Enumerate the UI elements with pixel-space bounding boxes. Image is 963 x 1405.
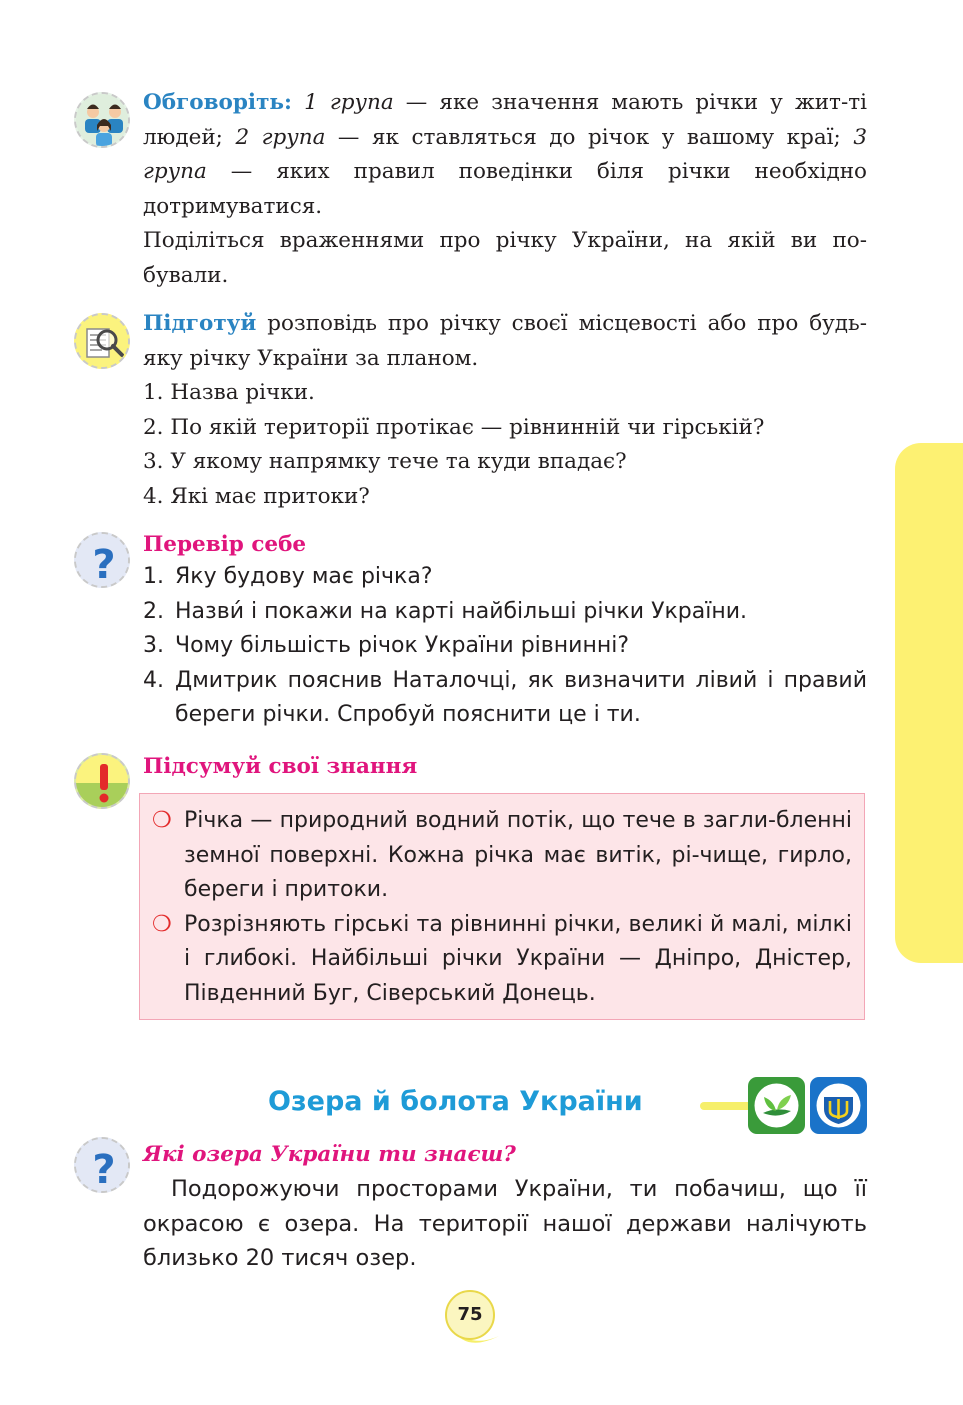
- check-heading: Перевір себе: [143, 532, 307, 557]
- lakes-question: Які озера України ти знаєш?: [143, 1142, 516, 1167]
- question-mark-icon: [74, 532, 130, 588]
- plan-item-2: 2. По якій території протікає — рівнинній чи гірській?: [143, 414, 765, 440]
- group-1-text: — яке значення мають річки у жит-ті людей;: [143, 90, 867, 150]
- sprout-icon: [748, 1077, 805, 1134]
- group-2-text: — як ставляться до річок у вашому краї;: [325, 124, 854, 150]
- check-item-3-number: 3.: [143, 633, 164, 658]
- discuss-heading: Обговоріть:: [143, 90, 292, 115]
- lakes-block: [143, 1138, 867, 1276]
- check-item-1-text: Яку будову має річка?: [175, 564, 433, 589]
- check-item-2: [143, 595, 867, 630]
- summary-bullet-1: [150, 804, 852, 908]
- svg-text:?: ?: [92, 1147, 116, 1193]
- group-3-text: — яких правил поведінки біля річки необхідно дотримуватися.: [143, 159, 867, 219]
- check-item-2-text: Назви́ і покажи на карті найбільші річки України.: [175, 598, 748, 624]
- section-title: Озера й болота України: [268, 1086, 643, 1117]
- summary-box: [139, 793, 865, 1020]
- bullet-circle-icon: ❍: [152, 911, 172, 937]
- group-people-icon: [74, 92, 130, 148]
- check-item-2-number: 2.: [143, 598, 164, 624]
- svg-text:?: ?: [92, 542, 116, 588]
- lakes-paragraph: Подорожуючи просторами України, ти побачиш, що її окрасою є озера. На території нашої держави налічують близько 20 тисяч озер.: [143, 1176, 867, 1271]
- question-mark-icon: [74, 1137, 130, 1193]
- check-block: [143, 528, 867, 733]
- trident-icon: [810, 1077, 867, 1134]
- group-1-label: 1 група: [304, 90, 394, 115]
- summary-bullet-1-text: Річка — природний водний потік, що тече в загли-бленні земної поверхні. Кожна річка має витік, рі-чище, гирло, береги і притоки.: [184, 808, 852, 902]
- summary-bullet-2: [150, 908, 852, 1012]
- summary-bullet-2-text: Розрізняють гірські та рівнинні річки, великі й малі, мілкі і глибокі. Найбільші річки України — Дніпро, Дністер, Південний Буг, Сіверський Донець.: [184, 911, 852, 1006]
- check-item-3: [143, 629, 867, 664]
- plan-item-1: 1. Назва річки.: [143, 380, 315, 405]
- check-item-1-number: 1.: [143, 564, 164, 589]
- group-3-label: 3 група: [143, 124, 867, 184]
- magnifier-document-icon: [74, 313, 130, 369]
- group-2-label: 2 група: [235, 124, 326, 150]
- prepare-heading: Підготуй: [143, 311, 257, 336]
- summary-heading: Підсумуй свої знання: [143, 754, 418, 779]
- check-item-4-text: Дмитрик пояснив Наталочці, як визначити лівий і правий береги річки. Спробуй пояснити це і ти.: [175, 667, 867, 727]
- prepare-text: розповідь про річку своєї місцевості або про будь-яку річку України за планом.: [143, 311, 867, 371]
- check-item-1: [143, 560, 867, 595]
- plan-item-4: 4. Які має притоки?: [143, 483, 370, 509]
- discuss-paragraph: [143, 86, 867, 224]
- discuss-block: [143, 86, 867, 293]
- discuss-share-paragraph: Поділіться враженнями про річку України, на якій ви по-бували.: [143, 228, 867, 288]
- plan-item-3: 3. У якому напрямку тече та куди впадає?: [143, 449, 627, 474]
- exclamation-mark-icon: [74, 753, 130, 809]
- prepare-block: [143, 307, 867, 514]
- check-item-4-number: 4.: [143, 667, 164, 693]
- page-number: 75: [445, 1290, 495, 1340]
- check-item-3-text: Чому більшість річок України рівнинні?: [175, 633, 629, 658]
- bullet-circle-icon: ❍: [152, 808, 172, 833]
- prepare-paragraph: [143, 307, 867, 376]
- side-tab: [895, 443, 963, 963]
- check-item-4: [143, 664, 867, 733]
